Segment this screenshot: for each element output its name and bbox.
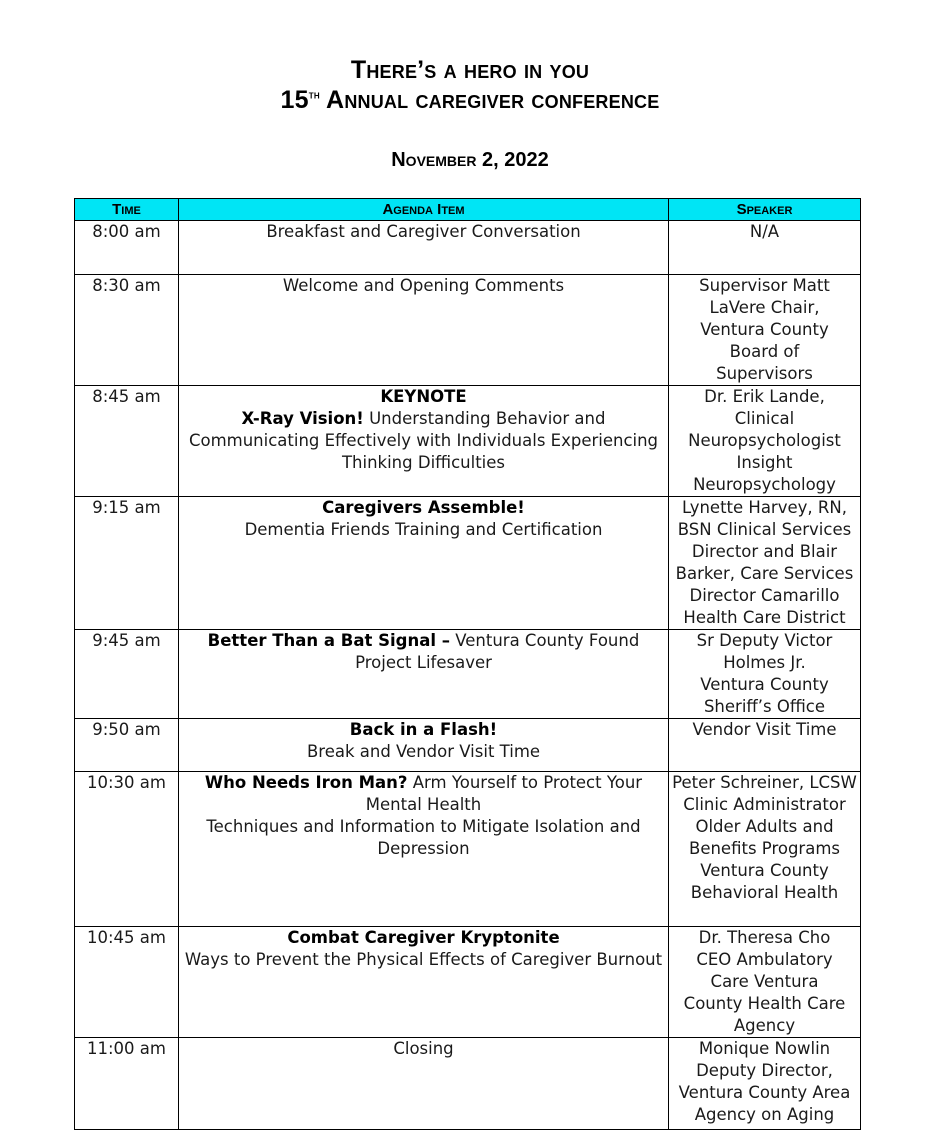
row-time: 10:45 am	[75, 927, 179, 1038]
table-row	[75, 1038, 861, 1130]
agenda-description: Ways to Prevent the Physical Effects of Caregiver Burnout	[184, 950, 663, 969]
agenda-inline-title: X-Ray Vision!	[241, 409, 364, 428]
conference-date: November 2, 2022	[391, 149, 549, 171]
row-time: 8:00 am	[75, 221, 179, 275]
row-time: 9:45 am	[75, 630, 179, 719]
agenda-description: Breakfast and Caregiver Conversation	[266, 222, 581, 241]
table-row	[75, 386, 861, 497]
row-time: 9:15 am	[75, 497, 179, 630]
row-speaker: Vendor Visit Time	[669, 719, 861, 772]
row-speaker: Monique Nowlin Deputy Director, Ventura County Area Agency on Aging	[669, 1038, 861, 1130]
table-row	[75, 719, 861, 772]
agenda-description: Welcome and Opening Comments	[282, 276, 565, 295]
agenda-title: Back in a Flash!	[349, 720, 498, 739]
agenda-inline-title: Who Needs Iron Man?	[204, 773, 408, 792]
agenda-description: Understanding Behavior and Communicating Effectively with Individuals Experiencing Thinking Difficulties	[188, 409, 659, 472]
row-agenda-item	[179, 1038, 669, 1130]
row-agenda-item	[179, 497, 669, 630]
table-row	[75, 221, 861, 275]
table-row	[75, 772, 861, 927]
row-time: 8:30 am	[75, 275, 179, 386]
row-agenda-item	[179, 719, 669, 772]
row-speaker: Peter Schreiner, LCSW Clinic Administrator Older Adults and Benefits Programs Ventura County Behavioral Health	[669, 772, 861, 927]
row-agenda-item	[179, 386, 669, 497]
row-time: 10:30 am	[75, 772, 179, 927]
agenda-description-2: Techniques and Information to Mitigate Isolation and Depression	[206, 817, 641, 858]
edition-number: 15	[280, 86, 309, 114]
agenda-table	[74, 198, 861, 1130]
row-speaker: Supervisor Matt LaVere Chair, Ventura County Board of Supervisors	[669, 275, 861, 386]
title-line-2	[0, 85, 928, 115]
conference-name: Annual caregiver conference	[319, 86, 660, 114]
conference-title	[0, 55, 928, 115]
column-header-speaker: Speaker	[669, 199, 861, 221]
row-speaker: Lynette Harvey, RN, BSN Clinical Services Director and Blair Barker, Care Services Director Camarillo Health Care District	[669, 497, 861, 630]
row-agenda-item	[179, 927, 669, 1038]
row-agenda-item	[179, 221, 669, 275]
row-speaker: Dr. Erik Lande, Clinical Neuropsychologist Insight Neuropsychology	[669, 386, 861, 497]
row-time: 11:00 am	[75, 1038, 179, 1130]
row-agenda-item	[179, 275, 669, 386]
agenda-title: KEYNOTE	[380, 387, 467, 406]
agenda-title: Caregivers Assemble!	[322, 498, 525, 517]
column-header-agenda-item: Agenda Item	[179, 199, 669, 221]
edition-ordinal: th	[308, 87, 320, 102]
row-time: 9:50 am	[75, 719, 179, 772]
table-row	[75, 630, 861, 719]
row-time: 8:45 am	[75, 386, 179, 497]
agenda-title: Combat Caregiver Kryptonite	[287, 928, 560, 947]
table-header-row	[75, 199, 861, 221]
table-row	[75, 275, 861, 386]
row-speaker: N/A	[669, 221, 861, 275]
title-line-1: There’s a hero in you	[350, 56, 590, 84]
row-agenda-item	[179, 630, 669, 719]
row-speaker: Dr. Theresa Cho CEO Ambulatory Care Ventura County Health Care Agency	[669, 927, 861, 1038]
agenda-description: Break and Vendor Visit Time	[306, 742, 541, 761]
table-row	[75, 497, 861, 630]
agenda-description: Ventura County Found Project Lifesaver	[355, 631, 640, 672]
agenda-description: Dementia Friends Training and Certification	[244, 520, 603, 539]
agenda-description: Arm Yourself to Protect Your Mental Health	[365, 773, 643, 814]
row-agenda-item	[179, 772, 669, 927]
column-header-time: Time	[75, 199, 179, 221]
row-speaker: Sr Deputy Victor Holmes Jr. Ventura County Sheriff’s Office	[669, 630, 861, 719]
agenda-description: Closing	[393, 1039, 454, 1058]
agenda-inline-title: Better Than a Bat Signal –	[207, 631, 450, 650]
table-row	[75, 927, 861, 1038]
